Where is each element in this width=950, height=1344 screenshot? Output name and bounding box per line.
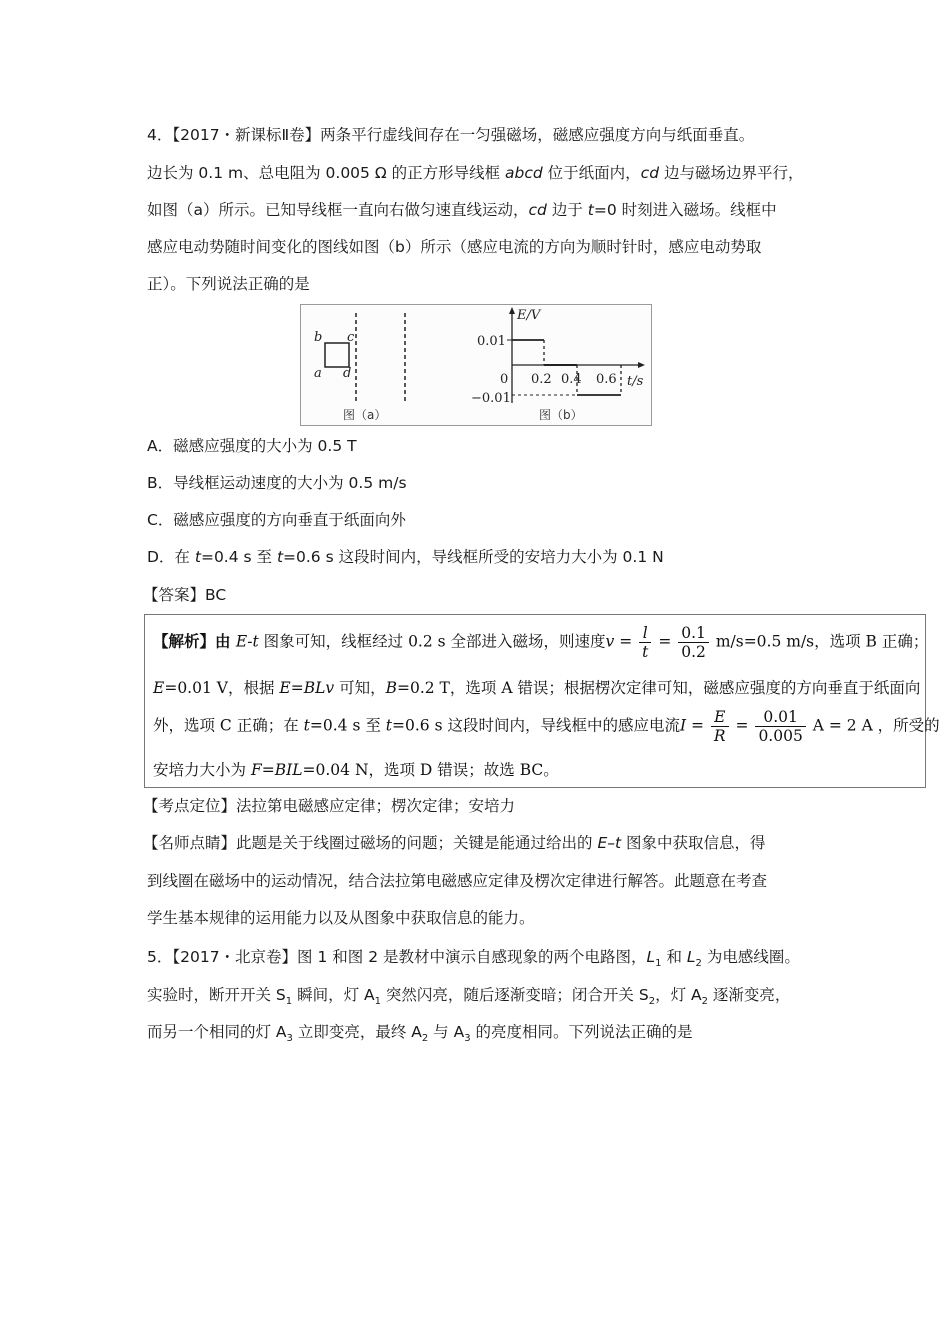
text-run: 图象可知，线框经过 0.2 s 全部进入磁场，则速度 xyxy=(258,632,606,651)
subscript: 2 xyxy=(648,996,656,1007)
text-run: 为电感线圈。 xyxy=(701,948,800,966)
math-var: BLv xyxy=(303,679,335,697)
fraction-denominator: 0.2 xyxy=(681,643,706,661)
text-run: 而另一个相同的灯 A xyxy=(147,1023,287,1041)
subscript: 1 xyxy=(285,996,293,1007)
text-run: 感应电动势随时间变化的图线如图（b）所示（感应电流的方向为顺时针时，感应电动势取 xyxy=(147,238,762,256)
mingshi-line-2 xyxy=(147,870,767,892)
text-run: m/s=0.5 m/s，选项 B 正确； xyxy=(710,632,929,651)
fraction-e-over-r xyxy=(711,708,729,745)
mingshi-line-1 xyxy=(143,832,766,854)
text-run: 立即变亮，最终 A xyxy=(292,1023,422,1041)
math-var: E xyxy=(235,632,248,651)
text-run: =0.4 s 至 xyxy=(309,716,386,735)
corner-a-label: a xyxy=(314,366,322,381)
analysis-line-4 xyxy=(153,759,559,781)
x-axis-label: t/s xyxy=(627,374,644,389)
q4-line-3 xyxy=(147,199,777,221)
text-run: 图象中获取信息，得 xyxy=(621,834,766,852)
text-run: 边长为 0.1 m、总电阻为 0.005 Ω 的正方形导线框 xyxy=(147,164,506,182)
text-run: 5．【2017・北京卷】图 1 和图 2 是教材中演示自感现象的两个电路图， xyxy=(147,948,647,966)
text-run: = xyxy=(686,716,709,735)
math-var: I xyxy=(679,716,687,735)
y-axis-label: E/V xyxy=(517,308,541,323)
fraction-l-over-t xyxy=(639,624,651,661)
x-tick-1: 0.2 xyxy=(531,372,552,387)
q4-figure xyxy=(300,304,652,426)
analysis-line-1 xyxy=(153,624,928,661)
option-d xyxy=(147,546,664,568)
math-var: L xyxy=(646,948,656,966)
math-var: E xyxy=(597,834,608,852)
figure-a-caption: 图（a） xyxy=(343,408,387,422)
option-a-text: A．磁感应强度的大小为 0.5 T xyxy=(147,437,357,455)
text-run: ，灯 A xyxy=(655,986,702,1004)
subscript: 2 xyxy=(701,996,708,1007)
text-run: = xyxy=(653,632,677,651)
math-var: t xyxy=(385,716,392,735)
text-run: 【名师点睛】此题是关于线圈过磁场的问题；关键是能通过给出的 xyxy=(143,834,598,852)
subscript: 3 xyxy=(286,1033,293,1044)
text-run: 突然闪亮，随后逐渐变暗；闭合开关 S xyxy=(381,986,649,1004)
text-run: =0.6 s 这段时间内，导线框所受的安培力大小为 0.1 N xyxy=(283,548,664,566)
math-var: t xyxy=(303,716,310,735)
text-run: 可知， xyxy=(334,679,386,697)
text-run: – xyxy=(607,834,615,852)
x-axis-arrow xyxy=(638,362,645,368)
text-run: = xyxy=(730,716,754,735)
fraction-denominator: t xyxy=(642,643,649,661)
y-tick-pos: 0.01 xyxy=(477,334,506,349)
y-tick-neg: −0.01 xyxy=(471,391,511,406)
q5-line-2 xyxy=(147,984,790,1006)
math-var: abcd xyxy=(505,164,543,182)
fraction-numerator: l xyxy=(639,624,651,643)
fraction-numerator: E xyxy=(711,708,729,727)
text-run: =0.4 s 至 xyxy=(200,548,277,566)
corner-c-label: c xyxy=(347,330,355,345)
text-run: A = 2 A ，所受的 xyxy=(807,716,940,735)
option-b-text: B．导线框运动速度的大小为 0.5 m/s xyxy=(147,474,407,492)
text-run: 外，选项 C 正确；在 xyxy=(153,716,304,735)
text-run: 【解析】由 xyxy=(153,631,236,651)
math-var: t xyxy=(587,201,594,219)
text-run: 实验时，断开开关 S xyxy=(147,986,286,1004)
x-tick-2: 0.4 xyxy=(561,372,582,387)
fraction-denominator: 0.005 xyxy=(758,727,803,745)
kaodian-text: 【考点定位】法拉第电磁感应定律；楞次定律；安培力 xyxy=(143,797,516,815)
text-run: =0.2 T，选项 A 错误；根据楞次定律可知，磁感应强度的方向垂直于纸面向 xyxy=(396,679,921,697)
option-c xyxy=(147,509,406,531)
corner-d-label: d xyxy=(343,366,352,381)
math-var: t xyxy=(194,548,201,566)
y-axis-arrow xyxy=(509,307,515,314)
math-var: v xyxy=(605,632,615,651)
fraction-values xyxy=(678,624,709,661)
text-run: D．在 xyxy=(147,548,195,566)
fraction-numerator: 0.01 xyxy=(755,708,805,727)
text-run: 正）。下列说法正确的是 xyxy=(147,275,310,293)
text-run: = xyxy=(261,761,275,779)
origin-label: 0 xyxy=(500,372,509,387)
q4-line-1 xyxy=(147,124,754,146)
math-var: L xyxy=(686,948,696,966)
option-c-text: C．磁感应强度的方向垂直于纸面向外 xyxy=(147,511,406,529)
text-run: 的亮度相同。下列说法正确的是 xyxy=(470,1023,693,1041)
fraction-denominator: R xyxy=(713,727,726,745)
text-run: 到线圈在磁场中的运动情况，结合法拉第电磁感应定律及楞次定律进行解答。此题意在考查 xyxy=(147,872,768,890)
math-var: E xyxy=(153,679,165,697)
text-run: 安培力大小为 xyxy=(153,761,251,779)
text-run: = xyxy=(614,632,638,651)
text-run: 如图（a）所示。已知导线框一直向右做匀速直线运动， xyxy=(147,201,529,219)
q5-line-3 xyxy=(147,1021,693,1043)
subscript: 1 xyxy=(655,958,662,969)
option-a xyxy=(147,435,357,457)
analysis-box xyxy=(144,614,940,788)
figure-b-caption: 图（b） xyxy=(539,408,583,422)
kaodian-line xyxy=(143,795,515,817)
text-run: 边于 xyxy=(546,201,588,219)
text-run: =0.6 s 这段时间内，导线框中的感应电流 xyxy=(392,716,680,735)
subscript: 2 xyxy=(421,1033,429,1044)
text-run: 学生基本规律的运用能力以及从图象中获取信息的能力。 xyxy=(147,909,535,927)
q4-line-5 xyxy=(147,273,310,295)
text-run: 位于纸面内， xyxy=(542,164,641,182)
fraction-numerator: 0.1 xyxy=(678,624,709,643)
x-tick-3: 0.6 xyxy=(596,372,617,387)
text-run: - xyxy=(247,632,253,651)
q4-stem-text: 4．【2017・新课标Ⅱ卷】两条平行虚线间存在一匀强磁场，磁感应强度方向与纸面垂直。 xyxy=(147,126,755,144)
analysis-line-3 xyxy=(153,708,940,745)
q4-figure-svg xyxy=(301,305,651,425)
text-run: 逐渐变亮， xyxy=(707,986,791,1004)
math-var: BIL xyxy=(274,761,303,779)
text-run: 和 xyxy=(661,948,687,966)
q5-line-1 xyxy=(147,946,800,968)
text-run: 与 A xyxy=(428,1023,465,1041)
math-var: cd xyxy=(528,201,547,219)
corner-b-label: b xyxy=(314,330,323,345)
subscript: 1 xyxy=(374,996,381,1007)
analysis-line-2 xyxy=(153,677,920,699)
math-var: t xyxy=(614,834,622,852)
answer-line xyxy=(143,584,226,606)
mingshi-line-3 xyxy=(147,907,535,929)
text-run: = xyxy=(290,679,304,697)
text-run: =0 时刻进入磁场。线框中 xyxy=(593,201,777,219)
math-var: E xyxy=(279,679,291,697)
subscript: 3 xyxy=(464,1033,471,1044)
text-run: 边与磁场边界平行， xyxy=(659,164,804,182)
fraction-values xyxy=(755,708,805,745)
math-var: F xyxy=(250,761,262,779)
math-var: t xyxy=(252,632,259,651)
text-run: 瞬间，灯 A xyxy=(292,986,375,1004)
q4-line-2 xyxy=(147,162,803,184)
subscript: 2 xyxy=(695,958,702,969)
option-b xyxy=(147,472,407,494)
math-var: B xyxy=(385,679,397,697)
math-var: cd xyxy=(640,164,660,182)
math-var: t xyxy=(276,548,284,566)
q4-line-4 xyxy=(147,236,761,258)
wire-frame-square xyxy=(325,343,349,367)
text-run: =0.01 V，根据 xyxy=(164,679,280,697)
text-run: =0.04 N，选项 D 错误；故选 BC。 xyxy=(302,761,559,779)
answer-text: 【答案】BC xyxy=(143,586,227,604)
